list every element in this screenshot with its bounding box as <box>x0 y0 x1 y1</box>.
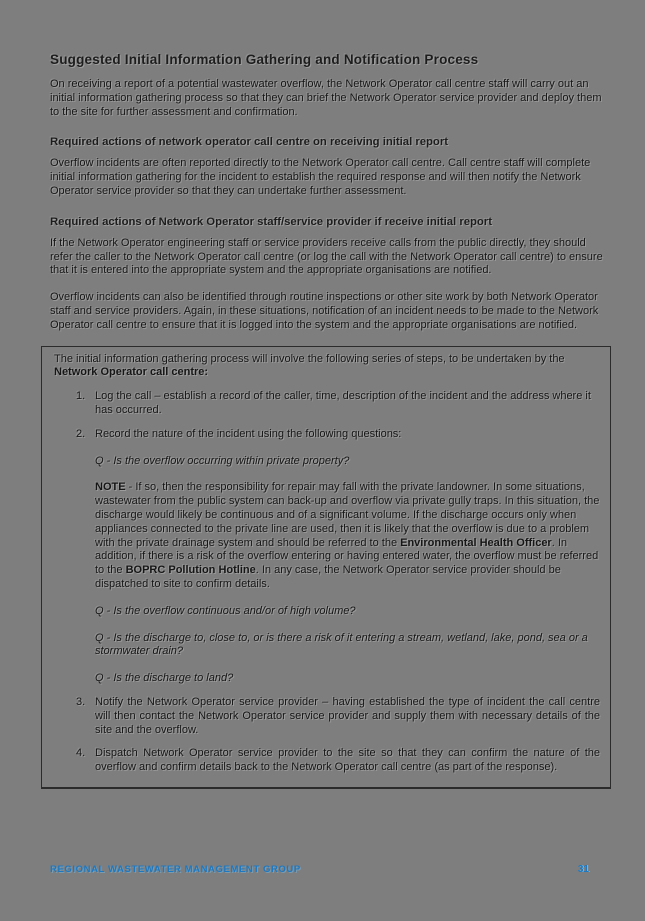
step-number: 1. <box>76 390 86 403</box>
step-3 <box>54 696 600 737</box>
step-text: Log the call – establish a record of the caller, time, description of the incident and the address where it has occurred. <box>95 390 591 416</box>
question-discharge-land: Q - Is the discharge to land? <box>95 672 234 685</box>
steps-box <box>41 346 611 789</box>
steps-box-intro-text: The initial information gathering process will involve the following series of steps, to be undertaken by the <box>54 352 565 365</box>
step-text: Dispatch Network Operator service provider to the site so that they can confirm the nature of the overflow and confirm details back to the Network Operator call centre (as part of the response). <box>95 747 600 774</box>
step-text: Notify the Network Operator service provider – having established the type of incident the call centre will then contact the Network Operator service provider and supply them with necessary details of the site and the overflow. <box>95 695 600 736</box>
page-number: 31 <box>577 864 589 875</box>
step-1 <box>54 390 600 418</box>
question-private-property: Q - Is the overflow occurring within private property? <box>95 454 350 467</box>
step-body <box>95 428 600 686</box>
section-heading-call-centre: Required actions of network operator call centre on receiving initial report <box>50 136 448 149</box>
question-discharge-water: Q - Is the discharge to, close to, or is there a risk of it entering a stream, wetland, lake, pond, sea or a stormwater drain? <box>95 631 588 658</box>
page-content <box>50 0 611 789</box>
step-text: Record the nature of the incident using the following questions: <box>95 427 402 440</box>
step-body <box>95 696 600 737</box>
paragraph: Overflow incidents are often reported directly to the Network Operator call centre. Call centre staff will complete initial information gathering for the incident to establish the required response and will then notify the Network Operator service provider so that they can undertake further assessment. <box>50 157 591 197</box>
steps-box-intro <box>54 353 600 381</box>
note-text: - If so, then the responsibility for repair may fall with the private landowner. In some situations, wastewater from the public system can back-up and overflow via private gully traps. In this situation, the discharge would likely be continuous and of a significant volume. If the discharge occurs only when appliances connected to the private line are used, then it is likely that the overflow is due to a problem with the private drainage system and should be referred to the <box>95 481 600 549</box>
step-number: 4. <box>76 747 86 760</box>
step-4 <box>54 747 600 775</box>
note-text: . In any case, the Network Operator service provider should be dispatched to site to confirm details. <box>95 564 561 590</box>
note-paragraph <box>95 481 600 591</box>
step-body <box>95 747 600 775</box>
note-label: NOTE <box>95 481 126 494</box>
paragraph: If the Network Operator engineering staff or service providers receive calls from the public directly, they should refer the caller to the Network Operator call centre (or log the call with the Network Operator call centre) to ensure that it is entered into the appropriate system and the appropriate organisations are notified. <box>50 236 603 277</box>
paragraph: Overflow incidents can also be identified through routine inspections or other site work by both Network Operator staff and service providers. Again, in these situations, notification of an incident needs to be made to the Network Operator call centre to ensure that it is logged into the system and the appropriate organisations are notified. <box>50 291 599 331</box>
page-title: Suggested Initial Information Gathering and Notification Process <box>50 52 479 67</box>
step-2 <box>54 428 600 686</box>
question-continuous-volume: Q - Is the overflow continuous and/or of high volume? <box>95 604 356 617</box>
step-number: 3. <box>76 695 86 708</box>
section-heading-service-provider: Required actions of Network Operator staff/service provider if receive initial report <box>50 215 492 228</box>
note-text: . In addition, if there is a risk of the overflow entering or having entered water, the overflow must be referred to the <box>95 536 599 577</box>
page-footer <box>50 864 611 875</box>
note-bold-eho: Environmental Health Officer <box>400 536 552 549</box>
step-number: 2. <box>76 427 86 440</box>
footer-organisation: REGIONAL WASTEWATER MANAGEMENT GROUP <box>50 864 301 875</box>
step-body <box>95 390 600 418</box>
intro-paragraph: On receiving a report of a potential wastewater overflow, the Network Operator call centre staff will carry out an initial information gathering process so that they can brief the Network Operator service provider and deploy them to the site for further assessment and confirmation. <box>50 78 602 118</box>
note-bold-hotline: BOPRC Pollution Hotline <box>125 564 256 577</box>
steps-box-intro-bold: Network Operator call centre: <box>54 366 209 379</box>
